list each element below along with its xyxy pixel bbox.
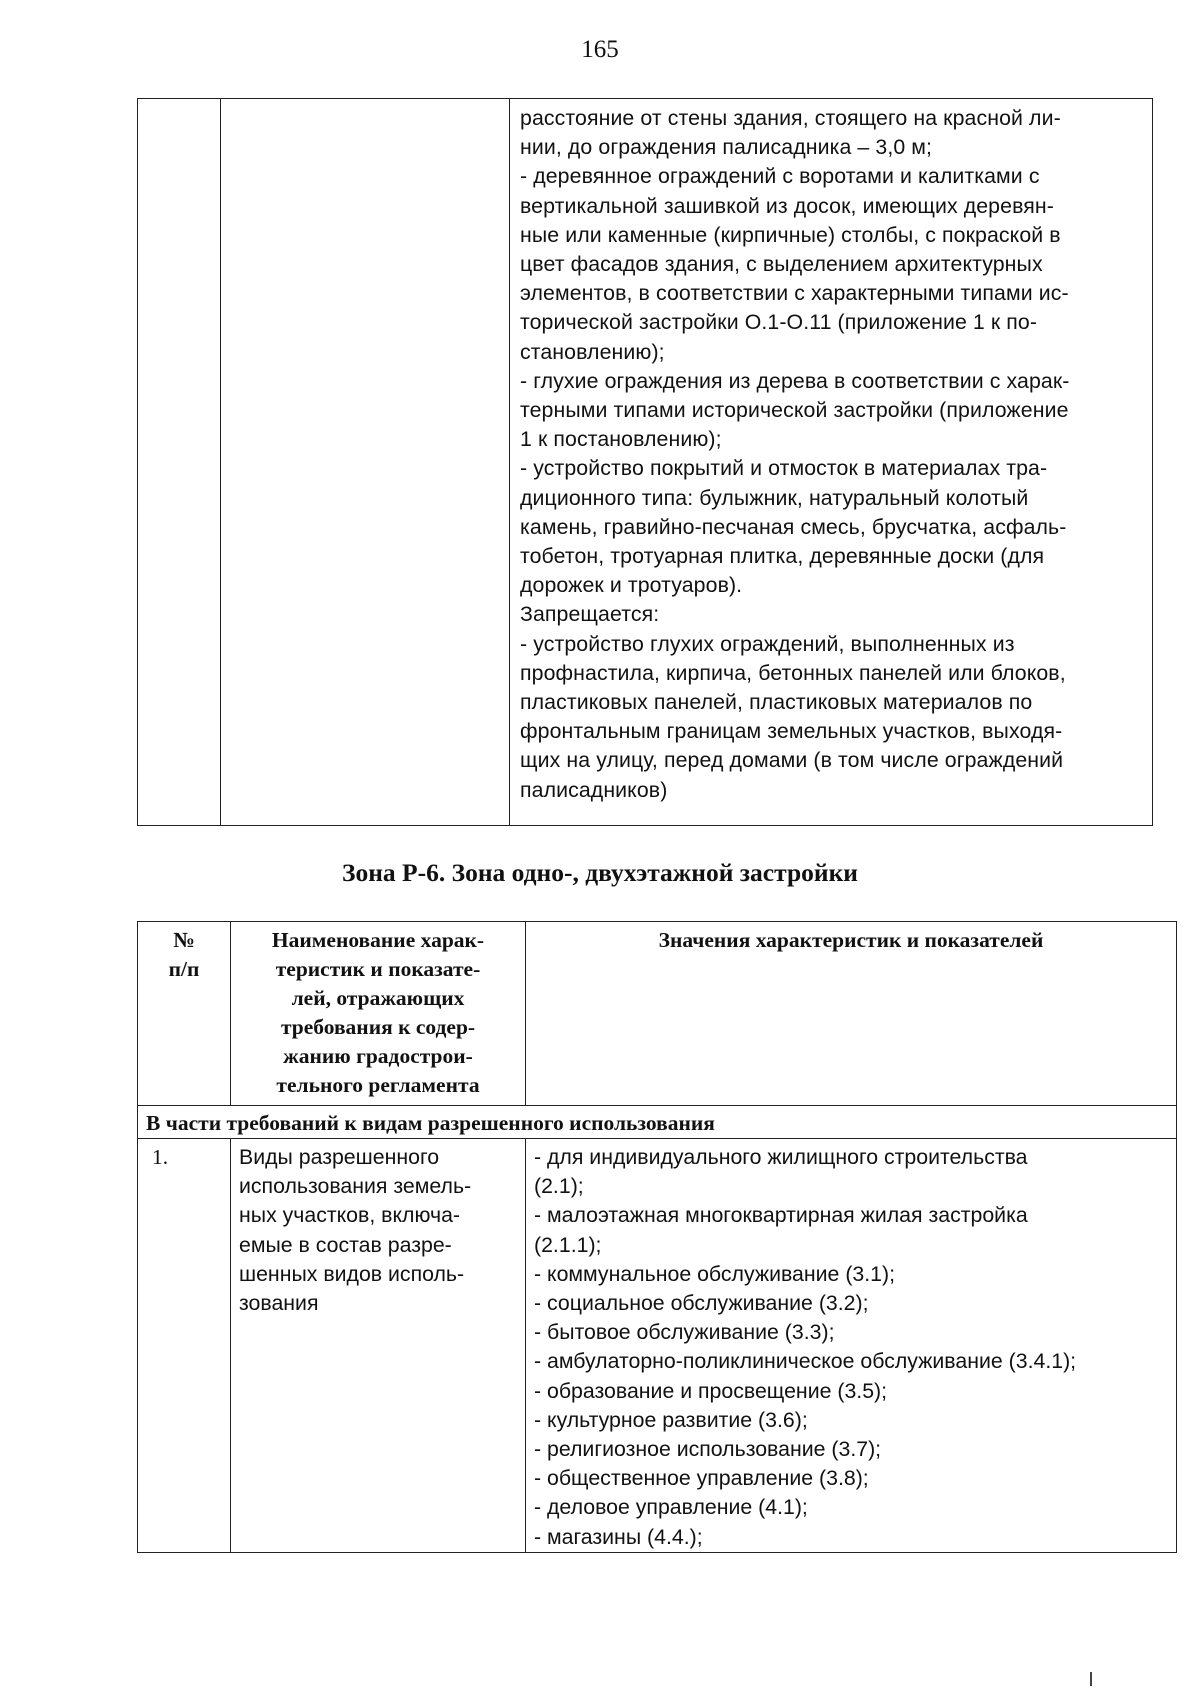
text-line: палисадников)	[520, 777, 668, 802]
text-line: тельного регламента	[276, 1073, 480, 1097]
section-heading-row	[138, 1106, 1177, 1139]
text-line: - для индивидуального жилищного строительства	[534, 1145, 1028, 1169]
text-line: шенных видов исполь-	[239, 1261, 465, 1286]
section-heading: В части требований к видам разрешенного использования	[138, 1106, 1177, 1139]
text-line: требования к содер-	[280, 1015, 476, 1039]
text-line: - устройство покрытий и отмосток в материалах тра-	[520, 456, 1048, 481]
text-line: жанию градострои-	[283, 1044, 473, 1068]
text-line: дорожек и тротуаров).	[520, 573, 743, 598]
table-row	[138, 99, 1153, 826]
text-line: тобетон, тротуарная плитка, деревянные доски (для	[520, 544, 1045, 569]
page-number: 165	[581, 36, 619, 63]
continuation-table	[137, 98, 1153, 826]
row-name	[231, 1139, 526, 1553]
text-line: цвет фасадов здания, с выделением архитектурных	[520, 252, 1043, 277]
text-line: - глухие ограждения из дерева в соответствии с харак-	[520, 368, 1070, 393]
text-line: расстояние от стены здания, стоящего на красной ли-	[520, 106, 1061, 130]
text-line: профнастила, кирпича, бетонных панелей или блоков,	[520, 660, 1066, 685]
text-line: - общественное управление (3.8);	[534, 1466, 869, 1491]
text-line: фронтальным границам земельных участков, выходя-	[520, 719, 1063, 744]
header-number	[138, 922, 231, 1106]
table-row	[138, 1139, 1177, 1553]
text-line: ные или каменные (кирпичные) столбы, с покраской в	[520, 222, 1061, 247]
text-line: диционного типа: булыжник, натуральный колотый	[520, 485, 1029, 510]
text-line: - образование и просвещение (3.5);	[534, 1378, 888, 1403]
text-line: - амбулаторно-поликлиническое обслуживание (3.4.1);	[534, 1349, 1077, 1374]
text-line: лей, отражающих	[291, 986, 465, 1010]
text-line: (2.1);	[534, 1174, 584, 1199]
text-line: элементов, в соответствии с характерными типами ис-	[520, 281, 1069, 306]
text-line: - устройство глухих ограждений, выполненных из	[520, 631, 1015, 656]
row-number: 1.	[138, 1139, 231, 1553]
text-line: - культурное развитие (3.6);	[534, 1407, 808, 1432]
scan-mark	[1090, 1672, 1092, 1686]
text-line: Виды разрешенного	[239, 1145, 440, 1169]
text-line: нии, до ограждения палисадника – 3,0 м;	[520, 135, 933, 160]
header-row	[138, 922, 1177, 1106]
text-line: - социальное обслуживание (3.2);	[534, 1291, 869, 1316]
text-line: торической застройки О.1-О.11 (приложение 1 к по-	[520, 310, 1038, 335]
text-line: - коммунальное обслуживание (3.1);	[534, 1261, 896, 1286]
continuation-cell-number	[138, 99, 221, 826]
text-line: вертикальной зашивкой из досок, имеющих деревян-	[520, 193, 1054, 218]
text-line: пластиковых панелей, пластиковых материалов по	[520, 690, 1033, 715]
text-line: - деревянное ограждений с воротами и калитками с	[520, 164, 1040, 189]
text-line: зования	[239, 1291, 319, 1316]
text-line: Запрещается:	[520, 602, 660, 627]
zone-title: Зона Р-6. Зона одно-, двухэтажной застройки	[342, 858, 858, 887]
text-line: становлению);	[520, 339, 665, 364]
text-line: - малоэтажная многоквартирная жилая застройка	[534, 1203, 1028, 1228]
text-line: - магазины (4.4.);	[534, 1524, 703, 1549]
text-line: №	[173, 928, 195, 952]
header-values: Значения характеристик и показателей	[526, 922, 1177, 1106]
text-line: 1 к постановлению);	[520, 427, 722, 452]
continuation-text	[510, 99, 1152, 806]
text-line: - бытовое обслуживание (3.3);	[534, 1320, 835, 1345]
text-line: п/п	[168, 957, 200, 981]
text-line: - религиозное использование (3.7);	[534, 1437, 882, 1462]
text-line: ных участков, включа-	[239, 1203, 461, 1228]
header-name	[231, 922, 526, 1106]
continuation-cell-name	[221, 99, 510, 826]
text-line: емые в состав разре-	[239, 1232, 452, 1257]
text-line: - деловое управление (4.1);	[534, 1495, 808, 1520]
text-line: Наименование харак-	[271, 928, 485, 952]
text-line: теристик и показате-	[275, 957, 481, 981]
continuation-cell-value	[510, 99, 1153, 826]
text-line: щих на улицу, перед домами (в том числе ограждений	[520, 748, 1064, 773]
row-values	[526, 1139, 1177, 1553]
text-line: терными типами исторической застройки (приложение	[520, 398, 1069, 423]
text-line: камень, гравийно-песчаная смесь, брусчатка, асфаль-	[520, 514, 1067, 539]
zone-table	[137, 921, 1177, 1553]
text-line: использования земель-	[239, 1174, 472, 1199]
text-line: (2.1.1);	[534, 1232, 602, 1257]
